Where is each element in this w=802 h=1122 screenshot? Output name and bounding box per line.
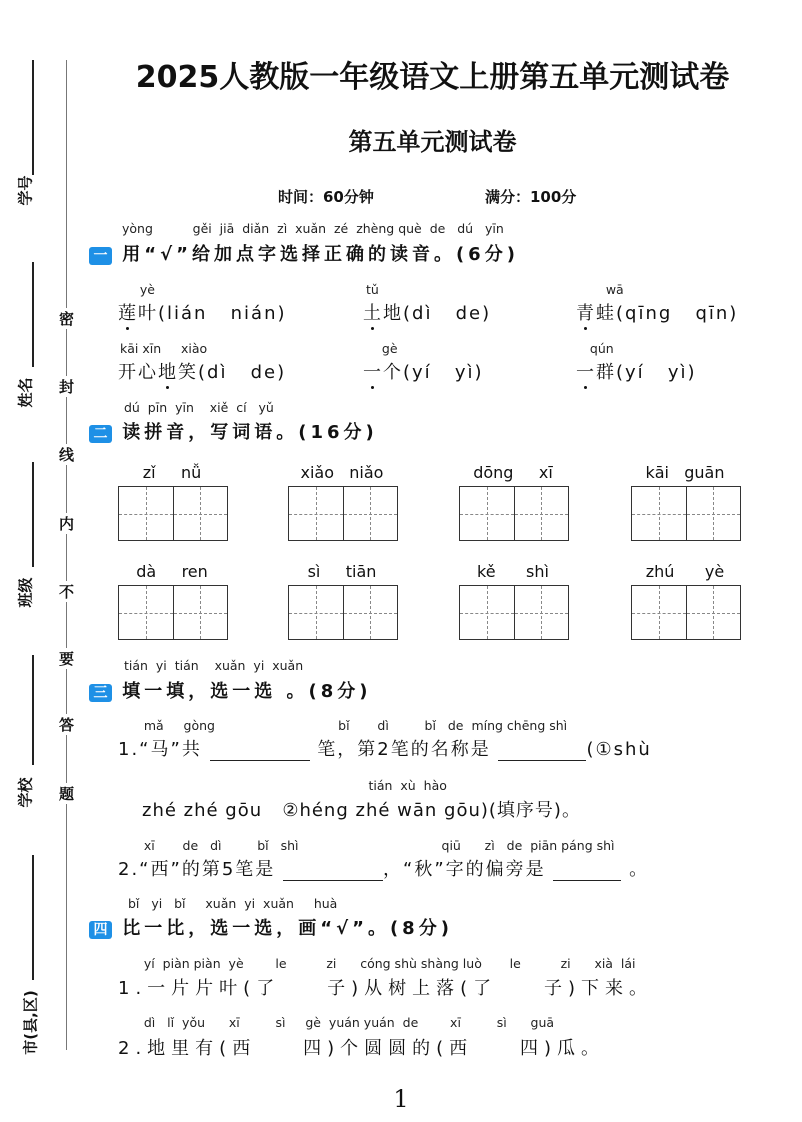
writing-grid[interactable] xyxy=(288,486,398,541)
section-badge: 三 xyxy=(89,684,112,702)
margin-label-class: 班级 xyxy=(16,577,35,608)
page-title: 2025人教版一年级语文上册第五单元测试卷 xyxy=(135,60,730,95)
dotted-char: 莲 xyxy=(118,303,138,324)
answer-blank[interactable] xyxy=(553,862,621,881)
section-4-pinyin: bǐ yi bǐ xuǎn yi xuǎn huà xyxy=(128,896,338,911)
seal-char: 封 xyxy=(59,378,75,396)
writing-grid[interactable] xyxy=(631,585,741,640)
word-pinyin: zǐ nǚ xyxy=(142,463,202,482)
dotted-char: 土 xyxy=(363,303,383,324)
writing-grid[interactable] xyxy=(459,585,569,640)
word-pinyin: dà ren xyxy=(136,562,208,581)
question-text: ，“秋”字的偏旁是 xyxy=(383,859,546,880)
item-options: 蛙(qīng qīn) xyxy=(596,303,739,324)
margin-label-name: 姓名 xyxy=(16,377,35,408)
answer-blank[interactable] xyxy=(498,742,586,761)
answer-blank[interactable] xyxy=(210,742,310,761)
writing-grid[interactable] xyxy=(459,486,569,541)
question-text: 。 xyxy=(629,859,650,880)
seal-char: 不 xyxy=(59,583,75,601)
word-pinyin: kě shì xyxy=(477,562,549,581)
item-options: 群(yí yì) xyxy=(596,362,697,383)
pronunciation-item[interactable] xyxy=(118,358,286,384)
margin-label-student-id: 学号 xyxy=(16,175,35,206)
writing-grid[interactable] xyxy=(118,486,228,541)
section-1-header xyxy=(89,240,519,266)
question-text: 2.“西”的第5笔是 xyxy=(118,859,276,880)
section-badge: 四 xyxy=(89,921,112,939)
pronunciation-item[interactable] xyxy=(576,358,697,384)
dotted-char: 地 xyxy=(158,362,178,383)
question-text: 笔，第2笔的名称是 xyxy=(317,739,491,760)
question-pinyin: xī de dì bǐ shì qiū zì de piān páng shì xyxy=(120,838,615,853)
seal-char: 答 xyxy=(59,716,75,734)
exam-time: 时间：60分钟 xyxy=(278,188,374,206)
margin-line xyxy=(32,855,34,980)
section-badge: 一 xyxy=(89,247,112,265)
question-text: 1.“马”共 xyxy=(118,739,202,760)
question-pinyin: dì lǐ yǒu xī sì gè yuán yuán de xī sì guā xyxy=(120,1015,555,1030)
seal-char: 题 xyxy=(59,785,75,803)
section-title: 用“√”给加点字选择正确的读音。(6分) xyxy=(122,244,519,265)
seal-char: 内 xyxy=(59,515,75,533)
section-badge: 二 xyxy=(89,425,112,443)
page-number: 1 xyxy=(393,1085,409,1113)
pronunciation-item[interactable] xyxy=(576,299,738,325)
item-pinyin: gè xyxy=(366,341,398,356)
writing-grid[interactable] xyxy=(288,585,398,640)
question-1-options: zhé zhé gōu ②héng zhé wān gōu)(填序号)。 xyxy=(142,800,581,821)
word-pinyin: xiǎo niǎo xyxy=(300,463,384,482)
item-pinyin: kāi xīn xiào xyxy=(120,341,208,356)
seal-char: 线 xyxy=(59,446,75,464)
dotted-char: 一 xyxy=(363,362,383,383)
item-options: 叶(lián nián) xyxy=(138,303,287,324)
pronunciation-item[interactable] xyxy=(363,358,484,384)
word-pinyin: sì tiān xyxy=(307,562,377,581)
item-pinyin: qún xyxy=(578,341,614,356)
seal-char: 密 xyxy=(59,310,75,328)
margin-line xyxy=(32,462,34,567)
writing-grid[interactable] xyxy=(631,486,741,541)
word-pinyin: dōng xī xyxy=(473,463,553,482)
item-options: 笑(dì de) xyxy=(178,362,287,383)
seal-char: 要 xyxy=(59,650,75,668)
question-2[interactable]: 2.地里有(西 四)个圆圆的(西 四)瓜。 xyxy=(118,1038,606,1059)
margin-line xyxy=(32,655,34,765)
item-text: 开心 xyxy=(118,362,158,383)
margin-line xyxy=(32,262,34,367)
question-text: (①shù xyxy=(586,739,652,760)
question-1 xyxy=(118,735,652,761)
question-2 xyxy=(118,855,649,881)
item-pinyin: yè xyxy=(120,282,155,297)
pronunciation-item[interactable] xyxy=(118,299,287,325)
pronunciation-item[interactable] xyxy=(363,299,491,325)
dotted-char: 一 xyxy=(576,362,596,383)
page-subtitle: 第五单元测试卷 xyxy=(348,128,517,156)
section-2-pinyin: dú pīn yīn xiě cí yǔ xyxy=(124,400,274,415)
item-options: 地(dì de) xyxy=(383,303,492,324)
item-pinyin: wā xyxy=(578,282,624,297)
writing-grid[interactable] xyxy=(118,585,228,640)
item-pinyin: tǔ xyxy=(366,282,379,297)
section-2-header xyxy=(89,418,378,444)
seal-dashed-line xyxy=(66,60,67,1050)
question-pinyin: yí piàn piàn yè le zi cóng shù shàng luò le zi xià lái xyxy=(120,956,636,971)
margin-label-city: 市(县,区) xyxy=(21,990,40,1055)
section-title: 读拼音，写词语。(16分) xyxy=(122,422,378,443)
answer-blank[interactable] xyxy=(283,862,383,881)
margin-label-school: 学校 xyxy=(16,777,35,808)
word-pinyin: kāi guān xyxy=(645,463,725,482)
question-pinyin: tián xù hào xyxy=(142,778,447,793)
section-4-header xyxy=(89,914,453,940)
exam-score: 满分：100分 xyxy=(485,188,577,206)
section-3-header xyxy=(89,677,372,703)
section-3-pinyin: tián yi tián xuǎn yi xuǎn xyxy=(124,658,304,673)
section-title: 填一填，选一选 。(8分) xyxy=(122,681,372,702)
question-pinyin: mǎ gòng bǐ dì bǐ de míng chēng shì xyxy=(120,718,568,733)
section-1-pinyin: yòng gěi jiā diǎn zì xuǎn zé zhèng què de dú yīn xyxy=(122,221,504,236)
item-options: 个(yí yì) xyxy=(383,362,484,383)
question-1[interactable]: 1.一片片叶(了 子)从树上落(了 子)下来。 xyxy=(118,978,654,999)
section-title: 比一比，选一选，画“√”。(8分) xyxy=(122,918,453,939)
word-pinyin: zhú yè xyxy=(645,562,725,581)
dotted-char: 青 xyxy=(576,303,596,324)
